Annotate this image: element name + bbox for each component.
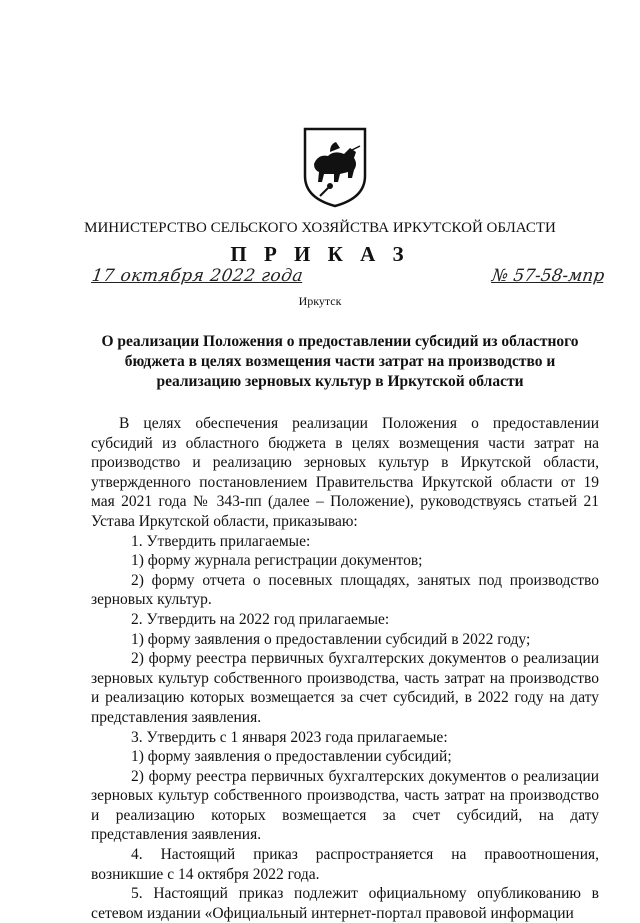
paragraph-2-1: 1) форму заявления о предоставлении субсидий в 2022 году;: [131, 630, 531, 648]
city-name: Иркутск: [298, 294, 342, 308]
paragraph-1-2: 2) форму отчета о посевных площадях, занятых под производство зерновых культур.: [91, 571, 599, 609]
paragraph-1-1: 1) форму журнала регистрации документов;: [131, 552, 423, 570]
paragraph-2-2: 2) форму реестра первичных бухгалтерских документов о реализации зерновых культур собственного производства, часть затрат на производство и реализацию которых возмещается за счет субсидий, в 2022 году на дату представления заявления.: [91, 650, 599, 726]
paragraph-4: 4. Настоящий приказ распространяется на правоотношения, возникшие с 14 октября 2022 года.: [91, 846, 599, 883]
document-title: [100, 332, 580, 392]
title-line-1: О реализации Положения о предоставлении субсидий из областного: [101, 333, 579, 350]
handwritten-number: № 57-58-мпр: [490, 266, 606, 286]
paragraph-1: 1. Утвердить прилагаемые:: [131, 532, 311, 550]
paragraph-5: 5. Настоящий приказ подлежит официальному опубликованию в сетевом издании «Официальный интернет-портал правовой информации: [91, 885, 599, 922]
title-line-2: бюджета в целях возмещения части затрат на производство и: [124, 353, 556, 370]
paragraph-2: 2. Утвердить на 2022 год прилагаемые:: [131, 610, 390, 628]
handwritten-date: 17 октября 2022 года: [90, 266, 305, 286]
paragraph-3-1: 1) форму заявления о предоставлении субсидий;: [131, 748, 452, 766]
document-body: [91, 414, 599, 923]
title-line-3: реализацию зерновых культур в Иркутской области: [156, 373, 524, 390]
coat-of-arms-icon: [300, 126, 370, 208]
intro-paragraph: В целях обеспечения реализации Положения о предоставлении субсидий из областного бюджета в целях возмещения части затрат на производство и реализацию зерновых культур в Иркутской области, утвержденного постановлением Правительства Иркутской области от 19 мая 2021 года № 343-пп (далее – Положение), руководствуясь статьей 21 Устава Иркутской области, приказываю:: [91, 415, 599, 530]
paragraph-3-2: 2) форму реестра первичных бухгалтерских документов о реализации зерновых культур собственного производства, часть затрат на производство и реализацию которых возмещается за счет субсидий, на дату представления заявления.: [91, 767, 599, 844]
paragraph-3: 3. Утвердить с 1 января 2023 года прилагаемые:: [131, 728, 448, 746]
order-title: П Р И К А З: [230, 242, 410, 266]
ministry-name: МИНИСТЕРСТВО СЕЛЬСКОГО ХОЗЯЙСТВА ИРКУТСКОЙ ОБЛАСТИ: [84, 220, 556, 236]
